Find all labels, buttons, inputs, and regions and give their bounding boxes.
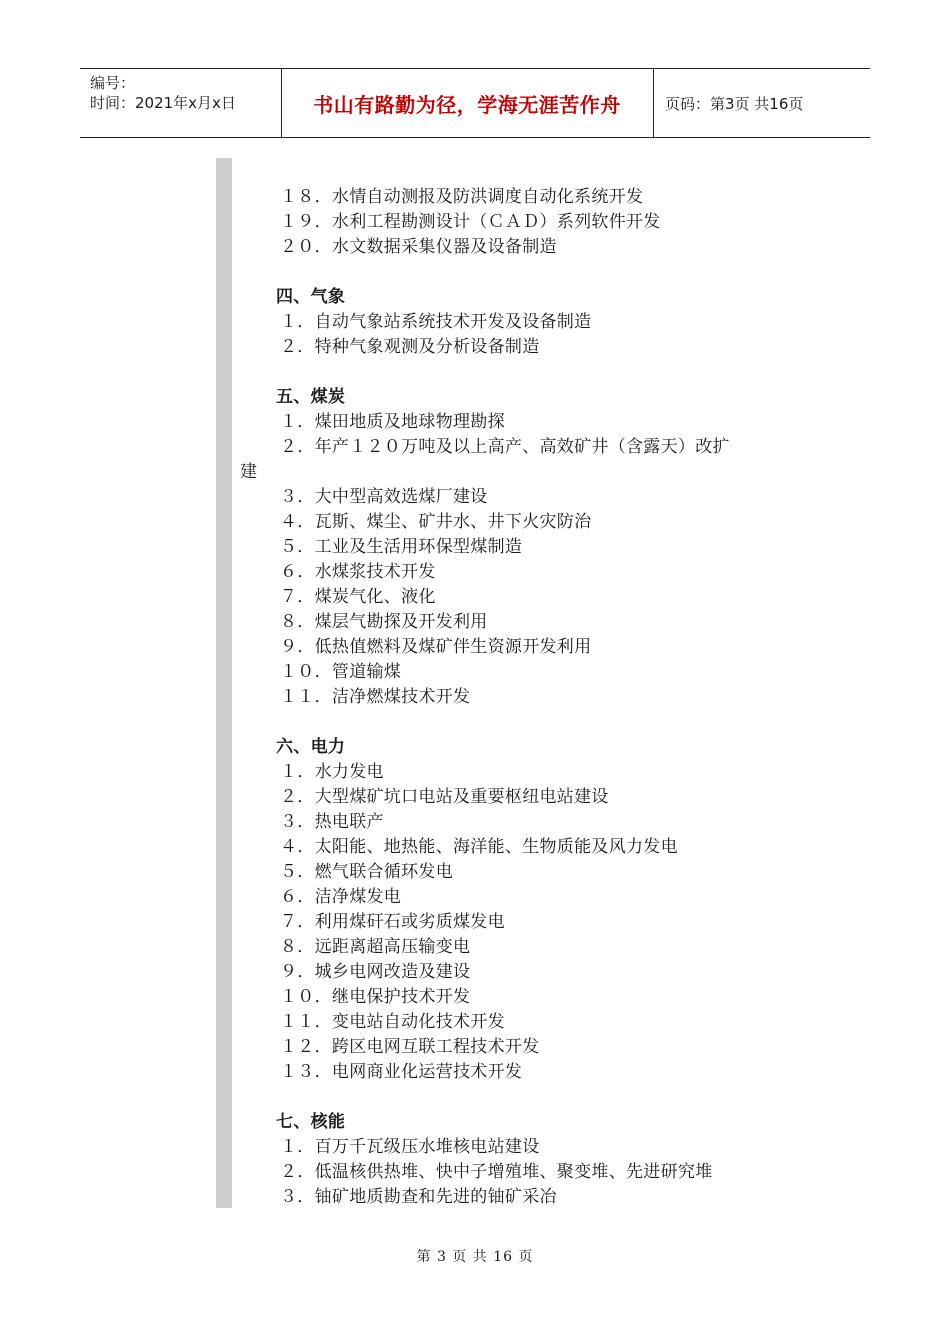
list-item: １８．水情自动测报及防洪调度自动化系统开发 bbox=[280, 187, 644, 207]
list-item: ２．低温核供热堆、快中子增殖堆、聚变堆、先进研究堆 bbox=[280, 1162, 713, 1182]
list-item: ６．洁净煤发电 bbox=[280, 887, 402, 907]
list-item: ２．大型煤矿坑口电站及重要枢纽电站建设 bbox=[280, 787, 609, 807]
section-gap bbox=[240, 1085, 840, 1110]
section-heading: 七、核能 bbox=[276, 1112, 346, 1132]
list-item: 建 bbox=[240, 462, 258, 482]
list-item: ７．利用煤矸石或劣质煤发电 bbox=[280, 912, 505, 932]
list-item: １３．电网商业化运营技术开发 bbox=[280, 1062, 523, 1082]
list-item: ４．瓦斯、煤尘、矿井水、井下火灾防治 bbox=[280, 512, 592, 532]
list-item: １０．继电保护技术开发 bbox=[280, 987, 471, 1007]
list-item: ３．铀矿地质勘查和先进的铀矿采冶 bbox=[280, 1187, 557, 1207]
list-item: １１．变电站自动化技术开发 bbox=[280, 1012, 505, 1032]
section-gap bbox=[240, 360, 840, 385]
section-gap bbox=[240, 710, 840, 735]
list-item: ９．城乡电网改造及建设 bbox=[280, 962, 471, 982]
header-divider bbox=[653, 69, 654, 137]
section-gap bbox=[240, 260, 840, 285]
section-heading: 五、煤炭 bbox=[276, 387, 346, 407]
list-item: ３．热电联产 bbox=[280, 812, 384, 832]
list-item: １０．管道输煤 bbox=[280, 662, 402, 682]
header-motto: 书山有路勤为径，学海无涯苦作舟 bbox=[313, 92, 621, 117]
list-item: ９．低热值燃料及煤矿伴生资源开发利用 bbox=[280, 637, 592, 657]
list-item: １１．洁净燃煤技术开发 bbox=[280, 687, 471, 707]
left-margin-bar bbox=[216, 158, 232, 1208]
page-footer: 第 3 页 共 16 页 bbox=[416, 1249, 534, 1265]
document-body bbox=[240, 185, 840, 1210]
document-header bbox=[80, 68, 870, 138]
document-number-label: 编号： bbox=[90, 74, 136, 92]
list-item: ５．工业及生活用环保型煤制造 bbox=[280, 537, 523, 557]
list-item: ２．特种气象观测及分析设备制造 bbox=[280, 337, 540, 357]
list-item: ７．煤炭气化、液化 bbox=[280, 587, 436, 607]
header-meta bbox=[90, 73, 236, 113]
section-heading: 六、电力 bbox=[276, 737, 346, 757]
header-page-info: 页码：第3页 共16页 bbox=[665, 95, 804, 113]
list-item: １．煤田地质及地球物理勘探 bbox=[280, 412, 505, 432]
list-item: １２．跨区电网互联工程技术开发 bbox=[280, 1037, 540, 1057]
document-time-label: 时间：2021年x月x日 bbox=[90, 94, 236, 112]
section-heading: 四、气象 bbox=[276, 287, 346, 307]
list-item: ２０．水文数据采集仪器及设备制造 bbox=[280, 237, 557, 257]
list-item: ５．燃气联合循环发电 bbox=[280, 862, 453, 882]
list-item: ２．年产１２０万吨及以上高产、高效矿井（含露天）改扩 bbox=[280, 437, 730, 457]
list-item: ８．煤层气勘探及开发利用 bbox=[280, 612, 488, 632]
list-item: １．水力发电 bbox=[280, 762, 384, 782]
list-item: ８．远距离超高压输变电 bbox=[280, 937, 471, 957]
list-item: １．自动气象站系统技术开发及设备制造 bbox=[280, 312, 592, 332]
list-item: ４．太阳能、地热能、海洋能、生物质能及风力发电 bbox=[280, 837, 678, 857]
list-item: １．百万千瓦级压水堆核电站建设 bbox=[280, 1137, 540, 1157]
list-item: ３．大中型高效选煤厂建设 bbox=[280, 487, 488, 507]
list-item: ６．水煤浆技术开发 bbox=[280, 562, 436, 582]
list-item: １９．水利工程勘测设计（ＣＡＤ）系列软件开发 bbox=[280, 212, 661, 232]
